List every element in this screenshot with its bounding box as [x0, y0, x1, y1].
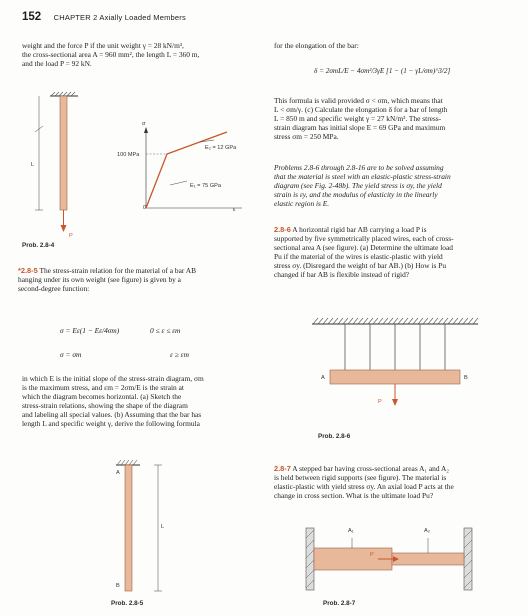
page-header: [22, 7, 186, 25]
text-line: and labeling all special values. (b) Assuming that the bar has: [22, 410, 202, 420]
text-line: that the material is steel with an elastic-plastic stress-strain: [274, 172, 451, 182]
page-number: 152: [22, 11, 42, 23]
text-line: elastic region is E.: [274, 199, 330, 209]
text-line: L < σm/γ. (c) Calculate the elongation δ for a bar of length: [274, 105, 448, 115]
left-intro-text: [22, 41, 260, 68]
e2-label: E₂ = 12 GPa: [205, 145, 237, 151]
text-line: in which E is the initial slope of the stress-strain diagram, σm: [22, 374, 204, 383]
stress-100mpa-label: 100 MPa: [117, 152, 140, 158]
label-P: P: [370, 552, 374, 558]
text-line: stress-strain relations, showing the shape of the diagram: [22, 401, 188, 411]
figure-2-8-7: [300, 524, 500, 594]
equation-1-condition: 0 ≤ ε ≤ εm: [150, 326, 181, 335]
text-line: change in cross section. What is the ultimate load Pu?: [274, 491, 434, 501]
label-B: B: [116, 583, 120, 589]
caption-prob-2-8-6: Prob. 2.8-6: [318, 433, 351, 440]
text-line: strain is εy, and the modulus of elasticity in the linearly: [274, 190, 438, 200]
text-line: diagram (see Fig. 2-48b). The yield stress is σy, the yield: [274, 181, 442, 191]
text-line: and the load P = 92 kN.: [22, 59, 92, 69]
text-line: which the diagram becomes horizontal. (a) Sketch the: [22, 392, 182, 402]
label-A1: A₁: [348, 528, 354, 534]
label-P: P: [69, 233, 73, 239]
validity-paragraph: [274, 96, 508, 141]
caption-prob-2-8-7: Prob. 2.8-7: [323, 600, 356, 607]
text-line: hanging under its own weight (see figure) is given by a: [18, 275, 181, 285]
figure-2-8-4: [22, 92, 272, 242]
label-L: L: [31, 162, 35, 168]
text-line: Problems 2.8-6 through 2.8-16 are to be solved assuming: [274, 163, 444, 172]
text-line: for the elongation of the bar:: [274, 41, 359, 50]
text-line: strain diagram has initial slope E = 69 GPa and maximum: [274, 123, 446, 133]
text-line: elastic-plastic with yield stress σy. An axial load P acts at the: [274, 482, 454, 492]
equation-2: σ = σm: [60, 350, 82, 359]
text-line: length L and specific weight γ, derive the following formula: [22, 419, 200, 429]
figure-2-8-5: [100, 460, 200, 600]
text-line: second-degree function:: [18, 284, 90, 294]
elongation-equation: δ = 2σmL/E − 4σm²/3γE [1 − (1 − γL/σm)^3/2]: [314, 67, 451, 75]
text-line: supported by five symmetrically placed wires, each of cross-: [274, 234, 454, 244]
prob-2-8-5-text: [18, 266, 261, 293]
text-line: A horizontal rigid bar AB carrying a load P is: [290, 225, 427, 234]
problem-number: *2.8-5: [18, 266, 38, 275]
problem-number: 2.8-7: [274, 464, 291, 473]
text-line: is the maximum stress, and εm = 2σm/E is the strain at: [22, 383, 184, 393]
label-L: L: [161, 524, 165, 530]
prob-2-8-7-text: [274, 464, 508, 500]
equation-1: σ = Eε(1 − Eε/4σm): [60, 326, 120, 335]
label-A: A: [321, 375, 325, 381]
sigma-axis-label: σ: [142, 121, 146, 127]
text-line: Pu if the material of the wires is elastic-plastic with yield: [274, 252, 443, 262]
text-line: A stepped bar having cross-sectional areas A₁ and A₂: [290, 464, 449, 473]
text-line: This formula is valid provided σ < σm, which means that: [274, 96, 443, 105]
label-B: B: [464, 375, 468, 381]
text-line: stress σy. (Disregard the weight of bar AB.) (b) How is Pu: [274, 261, 447, 271]
caption-prob-2-8-4: Prob. 2.8-4: [22, 242, 55, 249]
problems-note: [274, 163, 508, 208]
text-line: stress σm = 250 MPa.: [274, 132, 339, 142]
text-line: the cross-sectional area A = 960 mm², the length L = 360 m,: [22, 50, 200, 60]
right-intro-text: [274, 41, 508, 50]
text-line: changed if bar AB is flexible instead of rigid?: [274, 270, 410, 280]
equation-2-condition: ε ≥ εm: [170, 350, 189, 359]
label-A: A: [116, 470, 120, 476]
label-P: P: [378, 399, 382, 405]
chapter-title: CHAPTER 2 Axially Loaded Members: [53, 13, 186, 22]
text-line: is held between rigid supports (see figure). The material is: [274, 473, 447, 483]
epsilon-axis-label: ε: [233, 207, 236, 213]
figure-2-8-6: [300, 310, 500, 420]
caption-prob-2-8-5: Prob. 2.8-5: [111, 600, 144, 607]
text-line: L = 850 m and specific weight γ = 27 kN/m³. The stress-: [274, 114, 442, 124]
text-line: weight and the force P if the unit weight γ = 28 kN/m³,: [22, 41, 184, 50]
text-line: sectional area A (see figure). (a) Determine the ultimate load: [274, 243, 453, 253]
prob-2-8-6-text: [274, 225, 508, 280]
problem-number: 2.8-6: [274, 225, 291, 234]
prob-2-8-5-body: [22, 374, 260, 429]
text-line: The stress-strain relation for the material of a bar AB: [37, 266, 197, 275]
label-A2: A₂: [424, 528, 430, 534]
origin-label: 0: [143, 205, 147, 211]
e1-label: E₁ = 75 GPa: [190, 183, 221, 189]
